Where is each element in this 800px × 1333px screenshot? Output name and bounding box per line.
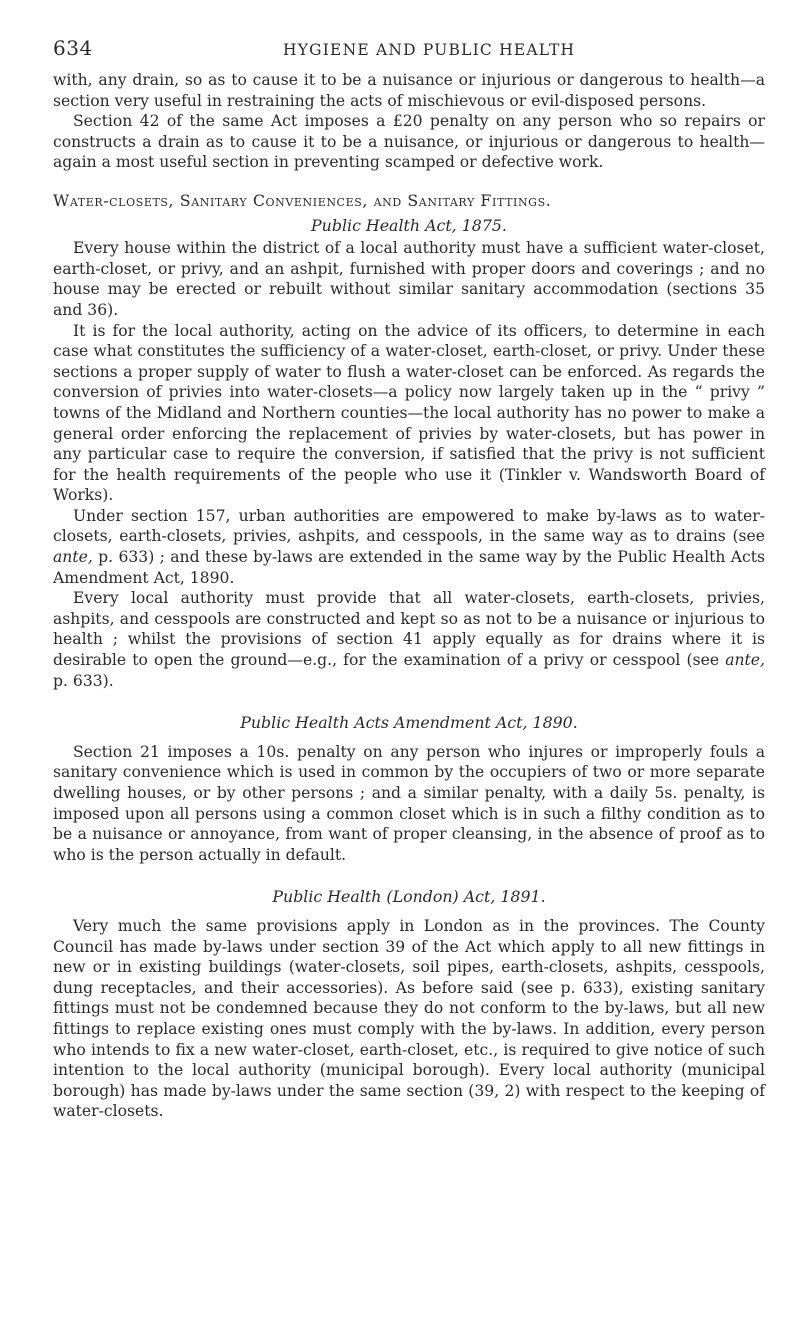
section-heading: Water-closets, Sanitary Conveniences, and Sanitary Fittings.	[53, 190, 552, 210]
act-heading-1875: Public Health Act, 1875.	[311, 215, 507, 235]
italic-ref: ante,	[725, 651, 765, 670]
text-run: Every local authority must provide that all water-closets, earth-closets, privies, ashpits, and cesspools are constructed and kept so as not to be a nuisance or injurious to health ; whilst the provisions of section 41 apply equally as for drains where it is desirable to open the ground—e.g., for the examination of a privy or cesspool (see	[53, 589, 765, 670]
paragraph-section-21: Section 21 imposes a 10s. penalty on any person who injures or improperly fouls a sanitary convenience which is used in common by the occupiers of two or more separate dwelling houses, or by other persons ; and a similar penalty, with a daily 5s. penalty, is imposed upon all persons using a common closet which is in such a filthy condition as to be a nuisance or annoyance, from want of proper cleansing, in the absence of proof as to who is the person actually in default.	[53, 742, 765, 864]
page-number: 634	[53, 36, 93, 60]
paragraph-every-local-authority	[53, 588, 765, 691]
act-heading-1891: Public Health (London) Act, 1891.	[272, 887, 546, 907]
act-heading-1890: Public Health Acts Amendment Act, 1890.	[240, 713, 578, 733]
text-run: Under section 157, urban authorities are empowered to make by-laws as to water-closets, earth-closets, privies, ashpits, and cesspools, in the same way as to drains (see	[53, 506, 765, 546]
running-title: HYGIENE AND PUBLIC HEALTH	[283, 41, 576, 59]
italic-ref: ante,	[53, 548, 93, 567]
running-header	[53, 36, 765, 64]
paragraph-continuation: with, any drain, so as to cause it to be a nuisance or injurious or dangerous to health—a section very useful in restraining the acts of mischievous or evil-disposed persons.	[53, 71, 765, 110]
paragraph-local-authority: It is for the local authority, acting on the advice of its officers, to determine in each case what constitutes the sufficiency of a water-closet, earth-closet, or privy. Under these sections a proper supply of water to flush a water-closet can be enforced. As regards the conversion of privies into water-closets—a policy now largely taken up in the “ privy ” towns of the Midland and Northern counties—the local authority has no power to make a general order enforcing the replacement of privies by water-closets, but has power in any particular case to require the conversion, if satisfied that the privy is not sufficient for the health requirements of the people who use it (Tinkler v. Wandsworth Board of Works).	[53, 321, 765, 505]
text-run: p. 633).	[53, 671, 114, 690]
paragraph-section-157	[53, 506, 765, 588]
paragraph-london: Very much the same provisions apply in London as in the provinces. The County Council has made by-laws under section 39 of the Act which apply to all new fittings in new or in existing buildings (water-closets, soil pipes, earth-closets, ashpits, cesspools, dung receptacles, and their accessories). As before said (see p. 633), existing sanitary fittings must not be condemned because they do not conform to the by-laws, but all new fittings to replace existing ones must comply with the by-laws. In addition, every person who intends to fix a new water-closet, earth-closet, etc., is required to give notice of such intention to the local authority (municipal borough). Every local authority (municipal borough) has made by-laws under the same section (39, 2) with respect to the keeping of water-closets.	[53, 916, 765, 1121]
paragraph-every-house: Every house within the district of a local authority must have a sufficient water-closet, earth-closet, or privy, and an ashpit, furnished with proper doors and coverings ; and no house may be erected or rebuilt without similar sanitary accommodation (sections 35 and 36).	[53, 239, 765, 319]
paragraph-section-42: Section 42 of the same Act imposes a £20 penalty on any person who so repairs or constructs a drain as to cause it to be a nuisance, or injurious or dangerous to health—again a most useful section in preventing scamped or defective work.	[53, 112, 765, 172]
text-run: p. 633) ; and these by-laws are extended in the same way by the Public Health Acts Amendment Act, 1890.	[53, 548, 765, 587]
